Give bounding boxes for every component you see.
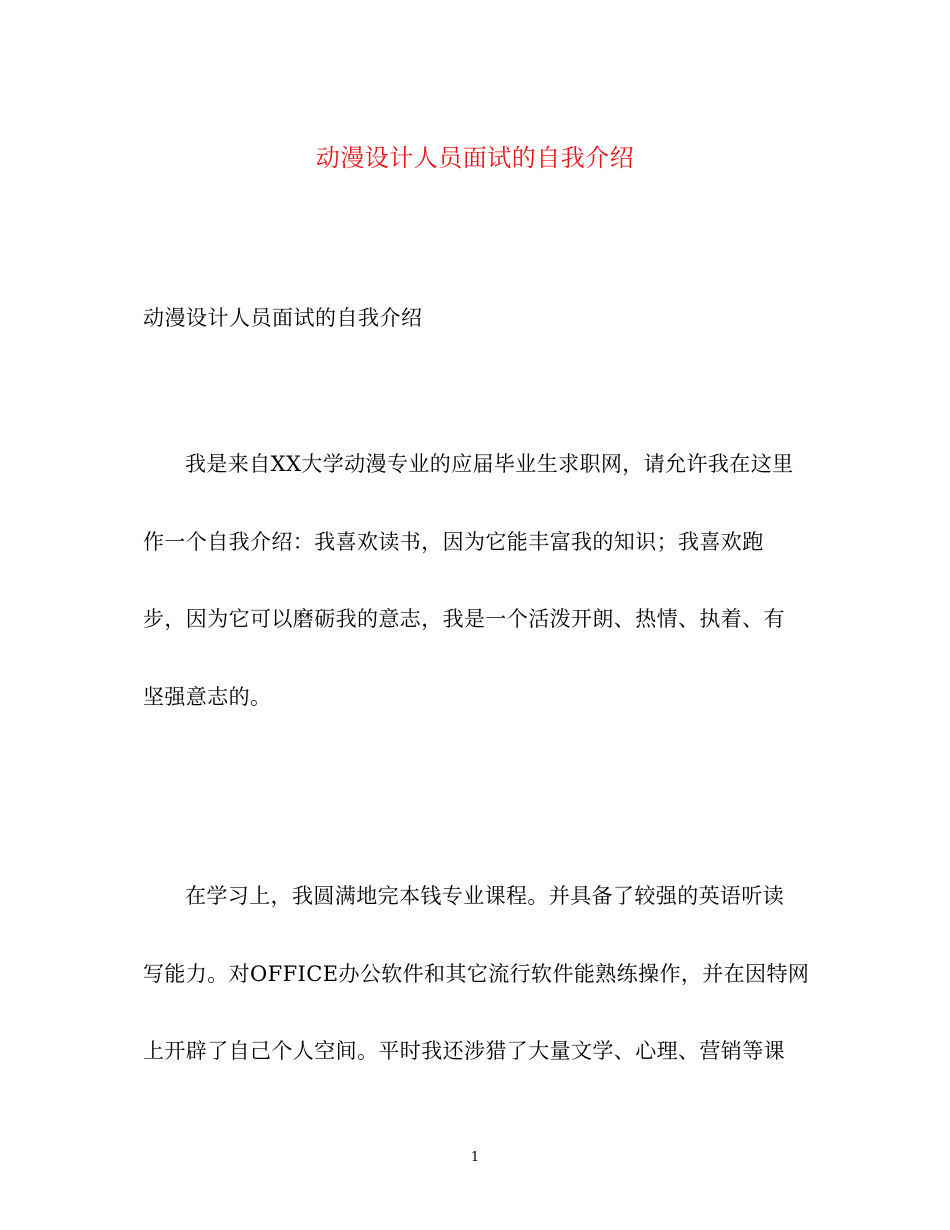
paragraph-study — [143, 880, 811, 1113]
paragraph-line: 我是来自XX大学动漫专业的应届毕业生求职网，请允许我在这里 — [185, 452, 794, 476]
document-title: 动漫设计人员面试的自我介绍 — [315, 144, 635, 172]
paragraph-line: 上开辟了自己个人空间。平时我还涉猎了大量文学、心理、营销等课 — [143, 1039, 785, 1063]
page-number: 1 — [470, 1150, 480, 1165]
paragraph-intro — [143, 448, 811, 758]
paragraph-line: 写能力。对OFFICE办公软件和其它流行软件能熟练操作，并在因特网 — [143, 961, 810, 986]
document-subtitle: 动漫设计人员面试的自我介绍 — [143, 306, 423, 330]
paragraph-line: 作一个自我介绍：我喜欢读书，因为它能丰富我的知识；我喜欢跑 — [143, 529, 764, 554]
paragraph-line: 步，因为它可以磨砺我的意志，我是一个活泼开朗、热情、执着、有 — [143, 607, 785, 631]
paragraph-line: 在学习上，我圆满地完本钱专业课程。并具备了较强的英语听读 — [185, 884, 785, 908]
paragraph-line: 坚强意志的。 — [143, 684, 272, 709]
